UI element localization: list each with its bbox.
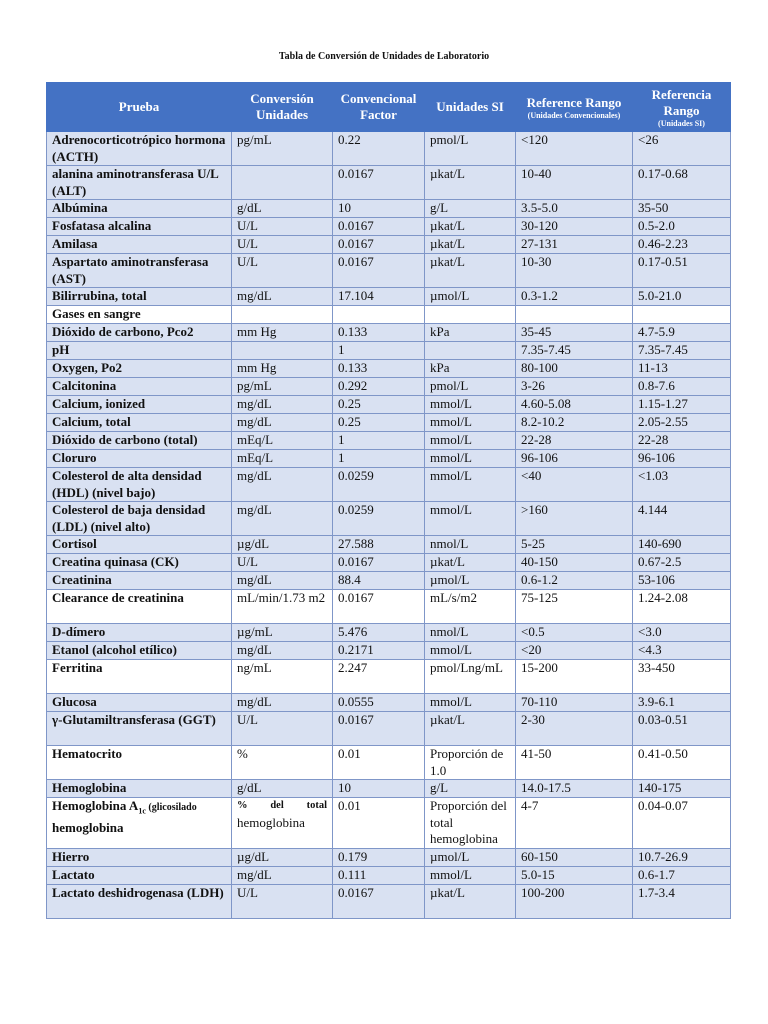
table-row [47,432,731,450]
cell-ref-conv: 2-30 [516,712,633,746]
cell-test: Hemoglobina [47,780,232,798]
cell-unit-part: hemoglobina [237,814,305,830]
cell-factor: 0.111 [333,867,425,885]
cell-si: mL/s/m2 [425,590,516,624]
cell-test: Hematocrito [47,746,232,780]
table-row [47,396,731,414]
cell-si: µkat/L [425,218,516,236]
header-test: Prueba [47,83,232,132]
cell-ref-conv: 35-45 [516,324,633,342]
cell-si: mmol/L [425,414,516,432]
table-row [47,166,731,200]
header-si-units: Unidades SI [425,83,516,132]
cell-ref-si: 0.46-2.23 [633,236,731,254]
table-row [47,572,731,590]
cell-unit [232,166,333,200]
cell-test: Calcitonina [47,378,232,396]
cell-ref-si: 22-28 [633,432,731,450]
cell-unit [232,798,333,849]
cell-unit: mg/dL [232,288,333,306]
cell-ref-si: 0.5-2.0 [633,218,731,236]
cell-factor: 0.0259 [333,502,425,536]
header-ref-si-sub: (Unidades SI) [658,118,705,128]
cell-ref-si: 4.7-5.9 [633,324,731,342]
cell-ref-si [633,306,731,324]
cell-test: Cortisol [47,536,232,554]
conversion-table [46,82,731,919]
cell-unit: mEq/L [232,432,333,450]
cell-si: mmol/L [425,396,516,414]
cell-unit: mg/dL [232,867,333,885]
table-row [47,254,731,288]
cell-factor: 0.25 [333,414,425,432]
cell-test: Creatina quinasa (CK) [47,554,232,572]
cell-unit: pg/mL [232,378,333,396]
cell-test: Adrenocorticotrópico hormona (ACTH) [47,132,232,166]
cell-ref-conv: <0.5 [516,624,633,642]
cell-ref-conv: 5-25 [516,536,633,554]
cell-factor: 10 [333,780,425,798]
header-conv-units: Conversión Unidades [232,83,333,132]
cell-ref-si: 0.03-0.51 [633,712,731,746]
cell-unit: ng/mL [232,660,333,694]
cell-si [425,342,516,360]
cell-ref-conv: <20 [516,642,633,660]
cell-ref-conv: 70-110 [516,694,633,712]
cell-factor: 0.0167 [333,590,425,624]
table-row [47,218,731,236]
cell-unit [232,342,333,360]
table-body [47,132,731,919]
cell-factor: 1 [333,342,425,360]
cell-ref-conv: 3.5-5.0 [516,200,633,218]
cell-factor: 0.0167 [333,166,425,200]
table-row [47,780,731,798]
cell-factor: 0.292 [333,378,425,396]
cell-unit [232,306,333,324]
table-row [47,306,731,324]
cell-si: mmol/L [425,867,516,885]
cell-test-part: (glicosilado [145,802,197,813]
cell-test: γ-Glutamiltransferasa (GGT) [47,712,232,746]
header-ref-si [633,83,731,132]
cell-ref-conv: 3-26 [516,378,633,396]
cell-si: µmol/L [425,572,516,590]
cell-ref-si: <3.0 [633,624,731,642]
cell-ref-si: 5.0-21.0 [633,288,731,306]
cell-si [425,306,516,324]
cell-ref-si: 10.7-26.9 [633,849,731,867]
cell-factor: 0.0167 [333,712,425,746]
header-row [47,83,731,132]
cell-unit: U/L [232,554,333,572]
cell-si: µkat/L [425,885,516,919]
cell-unit-part: % [237,800,248,811]
cell-unit: mg/dL [232,694,333,712]
cell-test: Dióxido de carbono, Pco2 [47,324,232,342]
cell-ref-conv: 10-30 [516,254,633,288]
cell-ref-si: 11-13 [633,360,731,378]
cell-ref-si: 1.15-1.27 [633,396,731,414]
cell-unit: mg/dL [232,502,333,536]
cell-test: Ferritina [47,660,232,694]
table-row [47,288,731,306]
cell-test: Creatinina [47,572,232,590]
cell-test-part: hemoglobina [52,820,124,836]
cell-ref-conv: 22-28 [516,432,633,450]
cell-test: pH [47,342,232,360]
cell-test: Lactato deshidrogenasa (LDH) [47,885,232,919]
table-row [47,536,731,554]
cell-si: mmol/L [425,432,516,450]
cell-si: mmol/L [425,694,516,712]
cell-si: g/L [425,780,516,798]
cell-unit-part: del [270,800,284,811]
cell-si: µkat/L [425,236,516,254]
table-row [47,554,731,572]
table-row [47,867,731,885]
cell-ref-si: 0.6-1.7 [633,867,731,885]
cell-ref-si: 53-106 [633,572,731,590]
cell-ref-si: 3.9-6.1 [633,694,731,712]
cell-factor: 0.133 [333,324,425,342]
cell-test: Etanol (alcohol etílico) [47,642,232,660]
cell-unit: U/L [232,236,333,254]
cell-test: Dióxido de carbono (total) [47,432,232,450]
cell-si: g/L [425,200,516,218]
cell-unit: µg/dL [232,849,333,867]
cell-factor: 1 [333,432,425,450]
cell-ref-conv: 8.2-10.2 [516,414,633,432]
cell-ref-conv: 60-150 [516,849,633,867]
cell-factor: 0.0259 [333,468,425,502]
cell-test: D-dímero [47,624,232,642]
cell-si: Proporción del total hemoglobina [425,798,516,849]
cell-test-sub: 1c [138,806,146,816]
cell-si: µmol/L [425,288,516,306]
cell-test: Calcium, total [47,414,232,432]
cell-factor: 0.0555 [333,694,425,712]
cell-test: Colesterol de baja densidad (LDL) (nivel alto) [47,502,232,536]
cell-ref-si: 35-50 [633,200,731,218]
cell-unit: U/L [232,254,333,288]
cell-ref-si: 1.24-2.08 [633,590,731,624]
cell-ref-conv: 4.60-5.08 [516,396,633,414]
cell-si: nmol/L [425,536,516,554]
cell-si: pmol/L [425,378,516,396]
cell-si: µmol/L [425,849,516,867]
cell-test: Colesterol de alta densidad (HDL) (nivel bajo) [47,468,232,502]
cell-si: mmol/L [425,468,516,502]
cell-factor: 17.104 [333,288,425,306]
cell-ref-si: 96-106 [633,450,731,468]
cell-ref-si: 4.144 [633,502,731,536]
cell-ref-si: 2.05-2.55 [633,414,731,432]
cell-unit: g/dL [232,200,333,218]
table-row [47,414,731,432]
cell-factor: 1 [333,450,425,468]
cell-factor: 0.22 [333,132,425,166]
cell-test: Glucosa [47,694,232,712]
cell-factor: 5.476 [333,624,425,642]
cell-test-part: Hemoglobina A [52,798,139,813]
cell-factor [333,306,425,324]
cell-si: Proporción de 1.0 [425,746,516,780]
cell-unit: mg/dL [232,468,333,502]
cell-si: nmol/L [425,624,516,642]
table-row [47,502,731,536]
table-row [47,798,731,849]
table-row [47,360,731,378]
cell-test: Calcium, ionized [47,396,232,414]
cell-ref-conv: 100-200 [516,885,633,919]
table-row [47,590,731,624]
cell-test: alanina aminotransferasa U/L (ALT) [47,166,232,200]
cell-ref-conv: 80-100 [516,360,633,378]
cell-ref-conv: 14.0-17.5 [516,780,633,798]
cell-si: mmol/L [425,450,516,468]
cell-factor: 0.0167 [333,236,425,254]
cell-factor: 0.133 [333,360,425,378]
table-row [47,885,731,919]
cell-ref-conv: 41-50 [516,746,633,780]
cell-unit: pg/mL [232,132,333,166]
cell-unit-part: total [306,800,327,811]
table-row [47,468,731,502]
cell-factor: 0.0167 [333,254,425,288]
cell-ref-conv: 27-131 [516,236,633,254]
table-row [47,200,731,218]
page-title: Tabla de Conversión de Unidades de Laboratorio [278,51,490,62]
cell-test [47,798,232,849]
table-row [47,342,731,360]
cell-ref-conv: <40 [516,468,633,502]
cell-unit: U/L [232,218,333,236]
cell-test: Gases en sangre [47,306,232,324]
cell-ref-si: 1.7-3.4 [633,885,731,919]
cell-si: µkat/L [425,254,516,288]
cell-si: kPa [425,360,516,378]
cell-ref-conv: 15-200 [516,660,633,694]
cell-test: Aspartato aminotransferasa (AST) [47,254,232,288]
cell-factor: 0.2171 [333,642,425,660]
cell-test: Cloruro [47,450,232,468]
cell-factor: 0.0167 [333,218,425,236]
cell-ref-conv: 10-40 [516,166,633,200]
cell-ref-conv: >160 [516,502,633,536]
cell-test: Bilirrubina, total [47,288,232,306]
cell-ref-conv: 0.3-1.2 [516,288,633,306]
table-row [47,624,731,642]
table-row [47,450,731,468]
cell-factor: 0.25 [333,396,425,414]
header-conv-factor: Convencional Factor [333,83,425,132]
cell-test: Lactato [47,867,232,885]
cell-unit: U/L [232,885,333,919]
cell-test: Amilasa [47,236,232,254]
cell-unit: g/dL [232,780,333,798]
cell-unit: mEq/L [232,450,333,468]
cell-ref-conv: 30-120 [516,218,633,236]
table-row [47,746,731,780]
cell-ref-conv: 75-125 [516,590,633,624]
cell-si: kPa [425,324,516,342]
cell-unit: mm Hg [232,324,333,342]
cell-ref-si: 0.67-2.5 [633,554,731,572]
cell-si: mmol/L [425,502,516,536]
header-ref-conv-label: Reference Rango [526,94,622,110]
cell-si: µkat/L [425,166,516,200]
cell-factor: 0.0167 [333,554,425,572]
cell-unit: U/L [232,712,333,746]
cell-unit: mg/dL [232,642,333,660]
cell-ref-si: 140-175 [633,780,731,798]
cell-si: mmol/L [425,642,516,660]
cell-unit: mm Hg [232,360,333,378]
cell-unit: % [232,746,333,780]
table-row [47,236,731,254]
cell-ref-si: <1.03 [633,468,731,502]
table-row [47,849,731,867]
cell-ref-si: 33-450 [633,660,731,694]
cell-unit: mg/dL [232,572,333,590]
cell-unit: µg/mL [232,624,333,642]
header-ref-conv-sub: (Unidades Convencionales) [527,110,621,120]
cell-factor: 0.0167 [333,885,425,919]
cell-unit: mg/dL [232,396,333,414]
cell-unit: µg/dL [232,536,333,554]
table-row [47,660,731,694]
table-row [47,378,731,396]
cell-ref-si: 0.8-7.6 [633,378,731,396]
cell-ref-conv: <120 [516,132,633,166]
table-row [47,712,731,746]
cell-unit: mg/dL [232,414,333,432]
cell-ref-conv: 5.0-15 [516,867,633,885]
table-row [47,642,731,660]
cell-si: µkat/L [425,712,516,746]
cell-ref-si: 7.35-7.45 [633,342,731,360]
cell-ref-conv: 40-150 [516,554,633,572]
cell-test: Hierro [47,849,232,867]
cell-ref-conv [516,306,633,324]
cell-ref-si: 0.17-0.51 [633,254,731,288]
cell-ref-si: <26 [633,132,731,166]
cell-si: µkat/L [425,554,516,572]
cell-ref-si: 0.04-0.07 [633,798,731,849]
header-ref-conv [516,83,633,132]
cell-test: Fosfatasa alcalina [47,218,232,236]
cell-factor: 27.588 [333,536,425,554]
cell-test: Albúmina [47,200,232,218]
header-ref-si-label: Referencia Rango [651,86,712,118]
cell-si: pmol/Lng/mL [425,660,516,694]
cell-ref-conv: 7.35-7.45 [516,342,633,360]
cell-si: pmol/L [425,132,516,166]
cell-factor: 10 [333,200,425,218]
table-row [47,324,731,342]
cell-factor: 0.01 [333,798,425,849]
cell-test: Clearance de creatinina [47,590,232,624]
cell-ref-si: <4.3 [633,642,731,660]
cell-test: Oxygen, Po2 [47,360,232,378]
cell-ref-conv: 4-7 [516,798,633,849]
cell-factor: 0.01 [333,746,425,780]
cell-factor: 0.179 [333,849,425,867]
cell-ref-si: 0.41-0.50 [633,746,731,780]
cell-unit: mL/min/1.73 m2 [232,590,333,624]
cell-factor: 88.4 [333,572,425,590]
cell-factor: 2.247 [333,660,425,694]
table-row [47,694,731,712]
table-row [47,132,731,166]
cell-ref-si: 140-690 [633,536,731,554]
cell-ref-conv: 96-106 [516,450,633,468]
cell-ref-conv: 0.6-1.2 [516,572,633,590]
cell-ref-si: 0.17-0.68 [633,166,731,200]
